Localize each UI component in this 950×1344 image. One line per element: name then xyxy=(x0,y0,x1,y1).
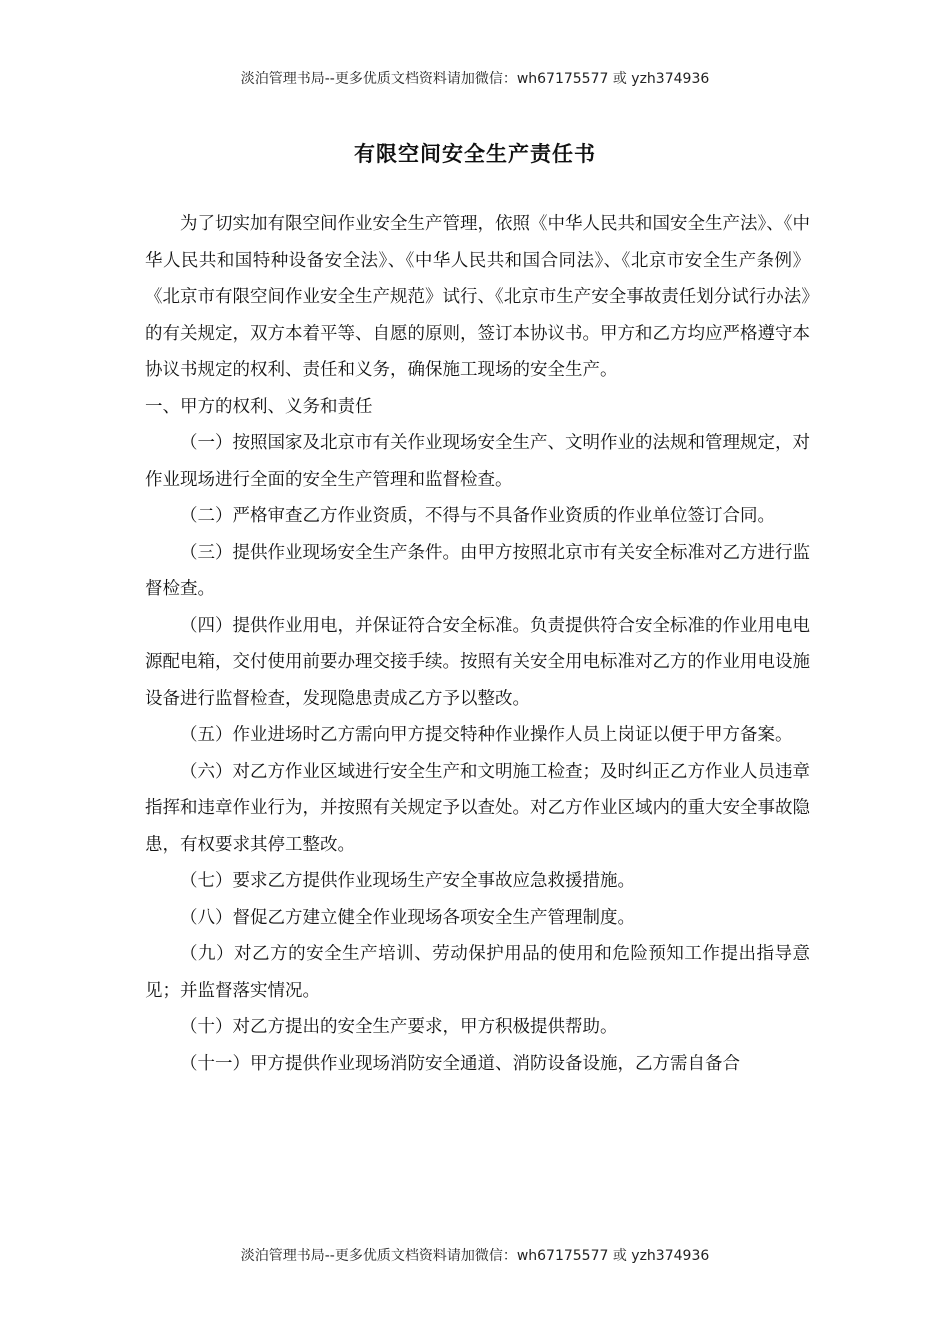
clause-item: （三）提供作业现场安全生产条件。由甲方按照北京市有关安全标准对乙方进行监督检查。 xyxy=(145,542,810,599)
clause-item: （二）严格审查乙方作业资质，不得与不具备作业资质的作业单位签订合同。 xyxy=(180,506,775,526)
clause-item: （十一）甲方提供作业现场消防安全通道、消防设备设施，乙方需自备合 xyxy=(180,1053,740,1074)
intro-paragraph: 为了切实加有限空间作业安全生产管理，依照《中华人民共和国安全生产法》、《中华人民共和国特种设备安全法》、《中华人民共和国合同法》、《北京市安全生产条例》《北京市有限空间作业安全生产规范》试行、《北京市生产安全事故责任划分试行办法》的有关规定，双方本着平等、自愿的原则，签订本协议书。甲方和乙方均应严格遵守本协议书规定的权利、责任和义务，确保施工现场的安全生产。 xyxy=(145,214,810,380)
page-footer: 淡泊管理书局--更多优质文档资料请加微信：wh67175577 或 yzh374936 xyxy=(240,1248,710,1264)
clause-item: （五）作业进场时乙方需向甲方提交特种作业操作人员上岗证以便于甲方备案。 xyxy=(180,725,793,745)
clause-item: （九）对乙方的安全生产培训、劳动保护用品的使用和危险预知工作提出指导意见；并监督落实情况。 xyxy=(145,944,810,1001)
section-heading: 一、甲方的权利、义务和责任 xyxy=(145,396,373,417)
clause-item: （四）提供作业用电，并保证符合安全标准。负责提供符合安全标准的作业用电电源配电箱，交付使用前要办理交接手续。按照有关安全用电标准对乙方的作业用电设施设备进行监督检查，发现隐患责成乙方予以整改。 xyxy=(145,615,810,709)
clause-item: （十）对乙方提出的安全生产要求，甲方积极提供帮助。 xyxy=(180,1017,618,1037)
clause-item: （七）要求乙方提供作业现场生产安全事故应急救援措施。 xyxy=(180,871,635,891)
document-body xyxy=(145,206,810,1082)
clause-item: （一）按照国家及北京市有关作业现场安全生产、文明作业的法规和管理规定，对作业现场进行全面的安全生产管理和监督检查。 xyxy=(145,433,810,490)
clause-item: （六）对乙方作业区域进行安全生产和文明施工检查；及时纠正乙方作业人员违章指挥和违章作业行为，并按照有关规定予以查处。对乙方作业区域内的重大安全事故隐患，有权要求其停工整改。 xyxy=(145,761,810,855)
document-title: 有限空间安全生产责任书 xyxy=(354,142,596,166)
page-header: 淡泊管理书局--更多优质文档资料请加微信：wh67175577 或 yzh374936 xyxy=(240,71,710,87)
clause-item: （八）督促乙方建立健全作业现场各项安全生产管理制度。 xyxy=(180,907,635,928)
